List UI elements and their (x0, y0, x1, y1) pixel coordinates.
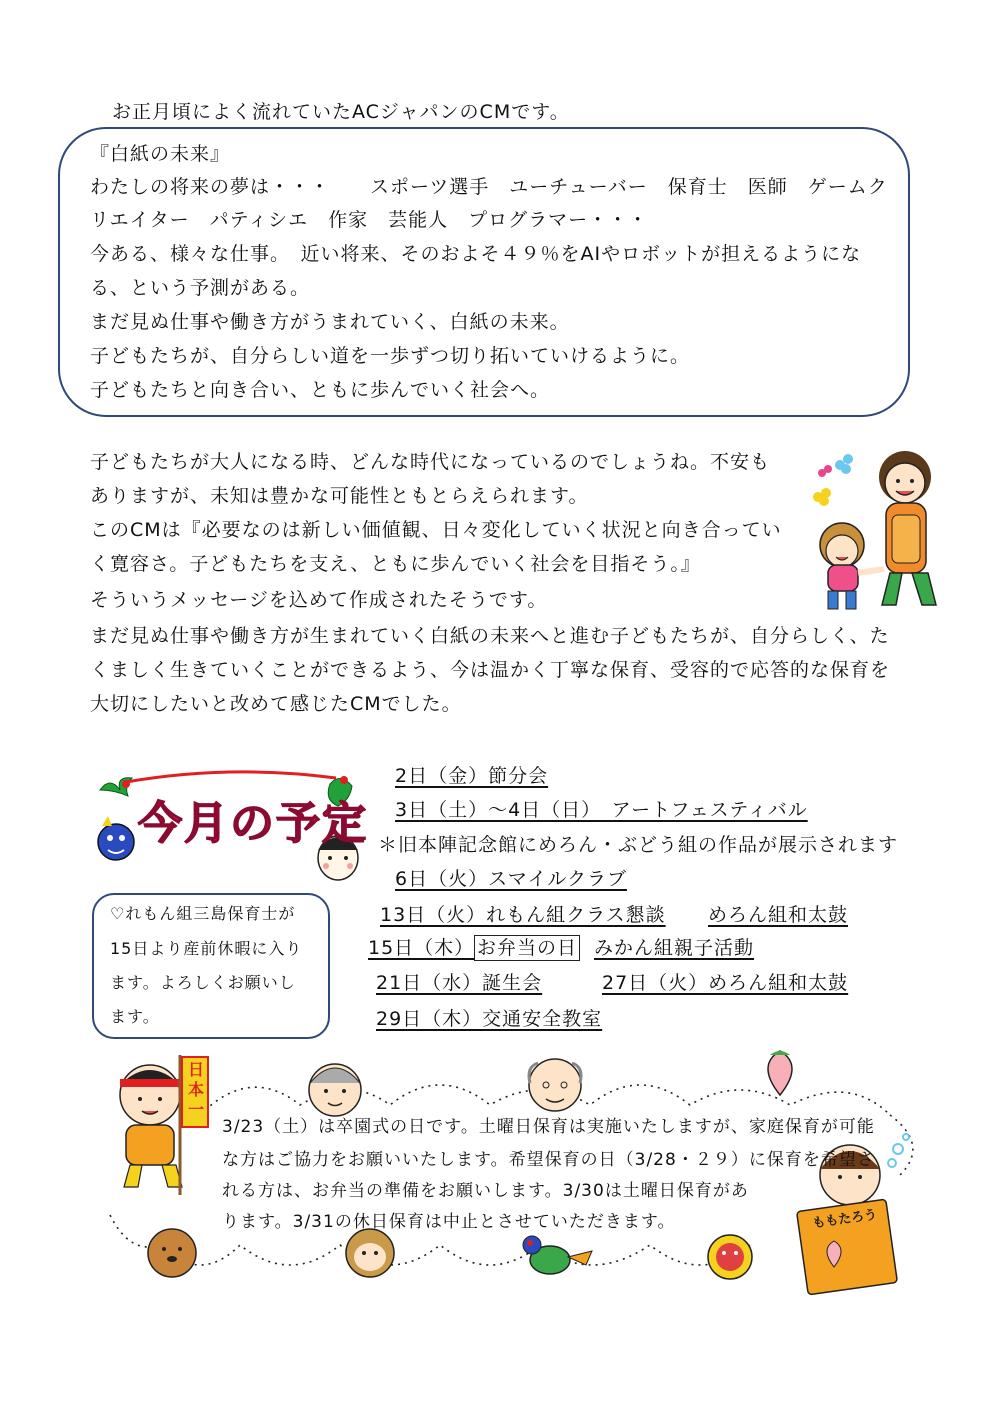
schedule-item: 3日（土）～4日（日） アートフェスティバル (395, 799, 808, 821)
schedule-item: 21日（水）誕生会 (376, 972, 543, 994)
dog-icon (148, 1229, 196, 1277)
intro-text: お正月頃によく流れていたACジャパンのCMです。 (112, 101, 570, 123)
cm-quote-box (58, 127, 910, 417)
book-title: ももたろう (811, 1207, 879, 1232)
notice-line: 15日より産前休暇に入り (110, 939, 303, 958)
cm-line: まだ見ぬ仕事や働き方がうまれていく、白紙の未来。 (90, 311, 570, 333)
notice-line: ♡れもん組三島保育士が (110, 904, 296, 923)
schedule-item: めろん組和太鼓 (708, 904, 849, 926)
schedule-item-date: 15日（木） (368, 937, 475, 959)
cm-title: 『白紙の未来』 (90, 143, 231, 165)
schedule-heading: 今月の予定 (138, 798, 368, 849)
bubble-icon (888, 1134, 909, 1167)
notice-line: ます。 (110, 1007, 160, 1026)
body-line: このCMは『必要なのは新しい価値観、日々変化していく状況と向き合ってい (90, 519, 782, 541)
cm-line: 今ある、様々な仕事。 近い将来、そのおよそ４９％をAIやロボットが担えるようにな (90, 243, 862, 265)
bottom-line: れる方は、お弁当の準備をお願いします。3/30は土曜日保育があ (222, 1181, 749, 1201)
bento-day-label: お弁当の日 (474, 935, 580, 961)
oni-icon (98, 816, 134, 860)
schedule-item: 13日（火）れもん組クラス懇談 (380, 904, 666, 926)
bottom-line: ります。3/31の休日保育は中止とさせていただきます。 (222, 1212, 676, 1232)
momotaro-frame (90, 1045, 930, 1305)
bottom-line: な方はご協力をお願いいたします。希望保育の日（3/28・２９）に保育を希望さ (222, 1150, 875, 1170)
schedule-item: 2日（金）節分会 (395, 765, 549, 787)
schedule-item: 6日（火）スマイルクラブ (395, 868, 627, 890)
schedule-item: 29日（木）交通安全教室 (376, 1008, 603, 1030)
body-line: ありますが、未知は豊かな可能性ともとらえられます。 (90, 485, 589, 507)
bottom-line: 3/23（土）は卒園式の日です。土曜日保育は実施いたしますが、家庭保育が可能 (222, 1117, 875, 1137)
cm-line: 子どもたちが、自分らしい道を一歩ずつ切り拓いていけるように。 (90, 345, 691, 367)
grandfather-icon (529, 1059, 581, 1111)
mother-child-illustration (800, 445, 950, 615)
monkey-icon (346, 1229, 394, 1277)
pheasant-icon (523, 1236, 592, 1274)
ogre-icon (708, 1235, 752, 1279)
schedule-note: ＊旧本陣記念館にめろん・ぶどう組の作品が展示されます (378, 834, 899, 856)
cm-line: リエイター パティシエ 作家 芸能人 プログラマー・・・ (90, 209, 649, 231)
notice-line: ます。よろしくお願いし (110, 973, 296, 992)
schedule-item: みかん組親子活動 (594, 937, 755, 959)
body-line: く寛容さ。子どもたちを支え、ともに歩んでいく社会を目指そう。』 (90, 553, 701, 575)
grandmother-icon (309, 1064, 361, 1116)
flag-label: 日本一 (187, 1060, 204, 1119)
body-line: まだ見ぬ仕事や働き方が生まれていく白紙の未来へと進む子どもたちが、自分らしく、た (90, 625, 890, 647)
body-line: くましく生きていくことができるよう、今は温かく丁寧な保育、受容的で応答的な保育を (90, 659, 891, 681)
body-line: そういうメッセージを込めて作成されたそうです。 (90, 589, 548, 611)
cm-line: わたしの将来の夢は・・・ スポーツ選手 ユーチューバー 保育士 医師 ゲームク (90, 176, 888, 198)
momotaro-icon (120, 1065, 182, 1187)
schedule-item: 27日（火）めろん組和太鼓 (602, 972, 849, 994)
cm-line: る、という予測がある。 (90, 277, 311, 299)
flower-icon (813, 454, 853, 506)
body-line: 大切にしたいと改めて感じたCMでした。 (90, 693, 462, 715)
body-line: 子どもたちが大人になる時、どんな時代になっているのでしょうね。不安も (90, 451, 771, 473)
peach-icon (768, 1051, 792, 1095)
cm-line: 子どもたちと向き合い、ともに歩んでいく社会へ。 (90, 379, 551, 401)
